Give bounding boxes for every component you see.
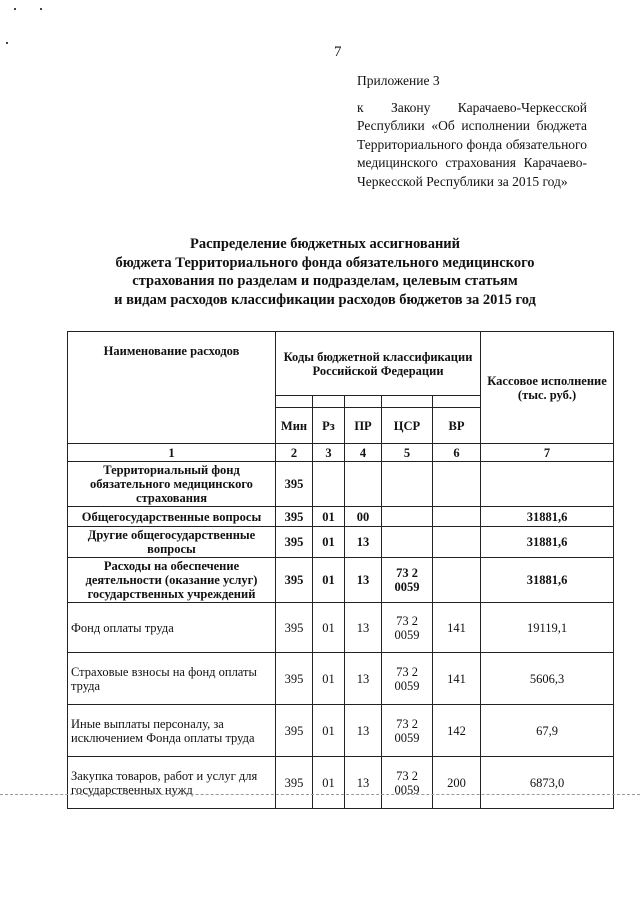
row-name: Общегосударственные вопросы (68, 507, 276, 527)
row-pr: 13 (345, 705, 382, 757)
header-vr: ВР (433, 408, 481, 444)
row-csr (382, 527, 433, 558)
row-pr: 00 (345, 507, 382, 527)
title-line: страхования по разделам и подразделам, целевым статьям (132, 273, 518, 289)
row-rz: 01 (313, 653, 345, 705)
row-min: 395 (276, 507, 313, 527)
row-pr: 13 (345, 527, 382, 558)
row-rz: 01 (313, 603, 345, 653)
table-row (68, 558, 614, 603)
row-pr: 13 (345, 653, 382, 705)
row-amount: 31881,6 (481, 558, 614, 603)
row-amount: 31881,6 (481, 527, 614, 558)
scan-speck (40, 8, 42, 10)
header-spacer (276, 396, 313, 408)
row-rz: 01 (313, 558, 345, 603)
header-pr: ПР (345, 408, 382, 444)
title-line: Распределение бюджетных ассигнований (189, 236, 461, 252)
row-vr: 142 (433, 705, 481, 757)
row-vr (433, 462, 481, 507)
header-csr: ЦСР (382, 408, 433, 444)
header-spacer (313, 396, 345, 408)
row-vr: 200 (433, 757, 481, 809)
row-pr (345, 462, 382, 507)
header-amount: Кассовое исполнение (тыс. руб.) (481, 332, 614, 444)
row-vr: 141 (433, 603, 481, 653)
table-row (68, 757, 614, 809)
row-csr (382, 462, 433, 507)
row-min: 395 (276, 653, 313, 705)
column-number: 4 (345, 444, 382, 462)
row-rz: 01 (313, 527, 345, 558)
row-name: Закупка товаров, работ и услуг для государственных нужд (68, 757, 276, 809)
header-codes-group: Коды бюджетной классификации Российской Федерации (276, 332, 481, 396)
row-csr: 73 2 0059 (382, 558, 433, 603)
row-min: 395 (276, 603, 313, 653)
table-row (68, 653, 614, 705)
row-amount: 5606,3 (481, 653, 614, 705)
row-min: 395 (276, 757, 313, 809)
column-number: 1 (68, 444, 276, 462)
row-name: Другие общегосударственные вопросы (68, 527, 276, 558)
header-spacer (345, 396, 382, 408)
row-pr: 13 (345, 757, 382, 809)
scan-dotted-line (0, 794, 640, 795)
appendix-reference: к Закону Карачаево-Черкесской Республики «Об исполнении бюджета Территориального фонда обязательного медицинского страхования Карачаево-Черкесской Республики за 2015 год» (357, 99, 587, 189)
row-vr (433, 527, 481, 558)
page-number: 7 (334, 44, 342, 60)
row-pr: 13 (345, 558, 382, 603)
row-amount: 31881,6 (481, 507, 614, 527)
header-name: Наименование расходов (68, 332, 276, 444)
scan-speck (6, 42, 8, 44)
row-csr: 73 2 0059 (382, 705, 433, 757)
row-amount: 67,9 (481, 705, 614, 757)
row-rz: 01 (313, 705, 345, 757)
row-amount: 6873,0 (481, 757, 614, 809)
budget-table (67, 331, 614, 809)
header-min: Мин (276, 408, 313, 444)
table-row (68, 507, 614, 527)
table-row (68, 527, 614, 558)
row-name: Иные выплаты персоналу, за исключением Фонда оплаты труда (68, 705, 276, 757)
row-min: 395 (276, 558, 313, 603)
row-vr (433, 507, 481, 527)
header-spacer (382, 396, 433, 408)
row-csr: 73 2 0059 (382, 757, 433, 809)
appendix-title: Приложение 3 (357, 73, 440, 88)
table-row (68, 462, 614, 507)
row-pr: 13 (345, 603, 382, 653)
row-vr (433, 558, 481, 603)
row-rz (313, 462, 345, 507)
document-title (80, 235, 570, 309)
row-amount: 19119,1 (481, 603, 614, 653)
row-rz: 01 (313, 757, 345, 809)
column-number: 5 (382, 444, 433, 462)
title-line: бюджета Территориального фонда обязательного медицинского (115, 254, 535, 271)
row-csr: 73 2 0059 (382, 603, 433, 653)
column-number: 2 (276, 444, 313, 462)
title-line: и видам расходов классификации расходов бюджетов за 2015 год (114, 291, 536, 308)
row-csr (382, 507, 433, 527)
row-min: 395 (276, 462, 313, 507)
row-name: Территориальный фонд обязательного медицинского страхования (68, 462, 276, 507)
column-number: 7 (481, 444, 614, 462)
row-name: Страховые взносы на фонд оплаты труда (68, 653, 276, 705)
row-rz: 01 (313, 507, 345, 527)
row-vr: 141 (433, 653, 481, 705)
appendix-block (357, 72, 587, 191)
scan-speck (14, 8, 16, 10)
column-number: 3 (313, 444, 345, 462)
row-amount (481, 462, 614, 507)
row-name: Фонд оплаты труда (68, 603, 276, 653)
column-number: 6 (433, 444, 481, 462)
row-min: 395 (276, 705, 313, 757)
table-row (68, 705, 614, 757)
table-row (68, 603, 614, 653)
row-csr: 73 2 0059 (382, 653, 433, 705)
row-min: 395 (276, 527, 313, 558)
header-rz: Рз (313, 408, 345, 444)
row-name: Расходы на обеспечение деятельности (оказание услуг) государственных учреждений (68, 558, 276, 603)
header-spacer (433, 396, 481, 408)
